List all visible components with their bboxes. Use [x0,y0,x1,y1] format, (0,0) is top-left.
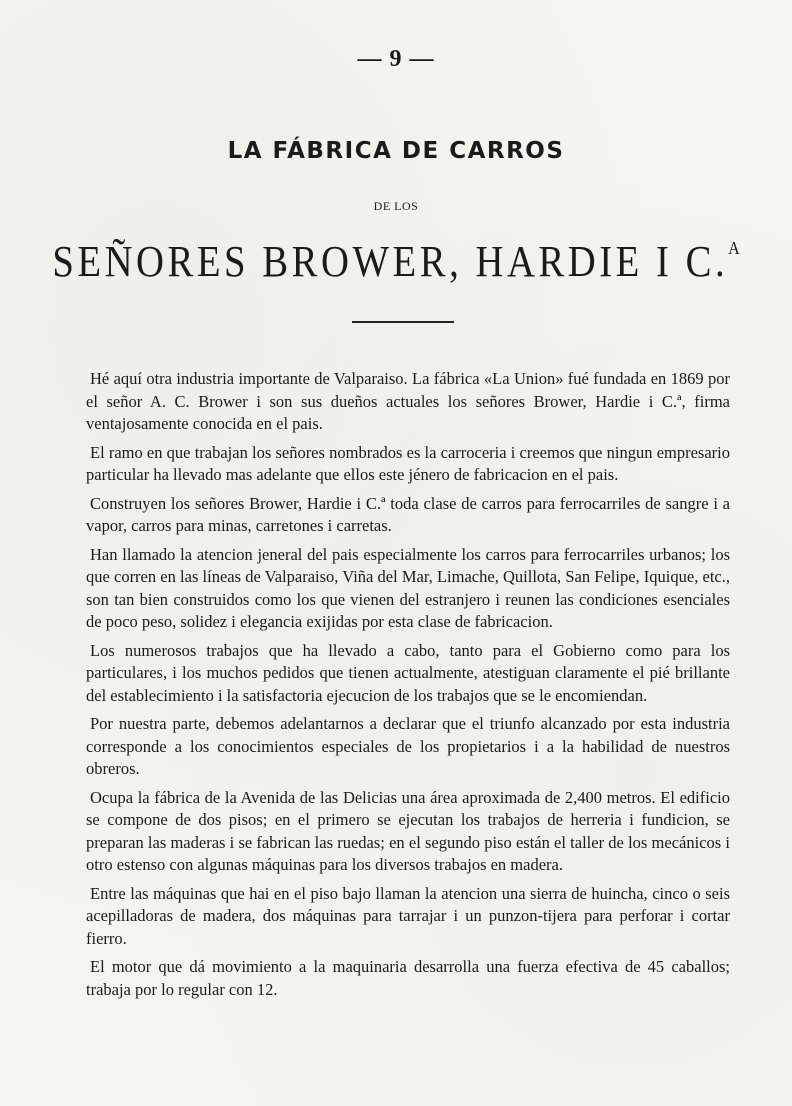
paragraph: Construyen los señores Brower, Hardie i C.ª toda clase de carros para ferrocarriles de sangre i a vapor, carros para minas, carretones i carretas. [86,493,730,535]
paragraph: Entre las máquinas que hai en el piso bajo llaman la atencion una sierra de huincha, cinco o seis acepilladoras de madera, dos máquinas para tarrajar i un punzon-tijera para perforar i cortar fierro. [86,883,730,948]
company-name: SEÑORES BROWER, HARDIE I C. [52,237,729,286]
paragraph: El motor que dá movimiento a la maquinaria desarrolla una fuerza efectiva de 45 caballos; trabaja por lo regular con 12. [86,957,730,999]
article-subtitle: DE LOS [373,199,419,213]
company-heading [48,236,745,287]
company-superscript: A [728,238,740,258]
paragraph: El ramo en que trabajan los señores nombrados es la carroceria i creemos que ningun empresario particular ha llevado mas adelante que ellos este jénero de fabricacion en el pais. [86,442,730,484]
paragraph: Han llamado la atencion jeneral del pais especialmente los carros para ferrocarriles urbanos; los que corren en las líneas de Valparaiso, Viña del Mar, Limache, Quillota, San Felipe, Iquique, etc., son tan bien construidos como los que vienen del estranjero i reunen las condiciones esenciales de poco peso, solidez i elegancia exijidas por esta clase de fabricacion. [86,544,730,631]
article-title: LA FÁBRICA DE CARROS [227,138,565,164]
paragraph: Hé aquí otra industria importante de Valparaiso. La fábrica «La Union» fué fundada en 1869 por el señor A. C. Brower i son sus dueños actuales los señores Brower, Hardie i C.ª, firma ventajosamente conocida en el pais. [86,369,730,433]
paragraph: Por nuestra parte, debemos adelantarnos a declarar que el triunfo alcanzado por esta industria corresponde a los conocimientos especiales de los propietarios i a la habilidad de nuestros obreros. [86,714,730,778]
page-number: — 9 — [357,46,435,72]
divider-rule [352,321,454,323]
paragraph: Ocupa la fábrica de la Avenida de las Delicias una área aproximada de 2,400 metros. El edificio se compone de dos pisos; en el primero se ejecutan los trabajos de herreria i fundicion, se preparan las maderas i se fabrican las ruedas; en el segundo piso están el taller de los mecánicos i otro estenso con algunas máquinas para los diversos trabajos en madera. [86,787,730,874]
paragraph: Los numerosos trabajos que ha llevado a cabo, tanto para el Gobierno como para los particulares, i los muchos pedidos que tienen actualmente, atestiguan claramente el pié brillante del establecimiento i la satisfactoria ejecucion de los trabajos que se le encomiendan. [86,640,730,705]
article-body [86,368,730,1007]
